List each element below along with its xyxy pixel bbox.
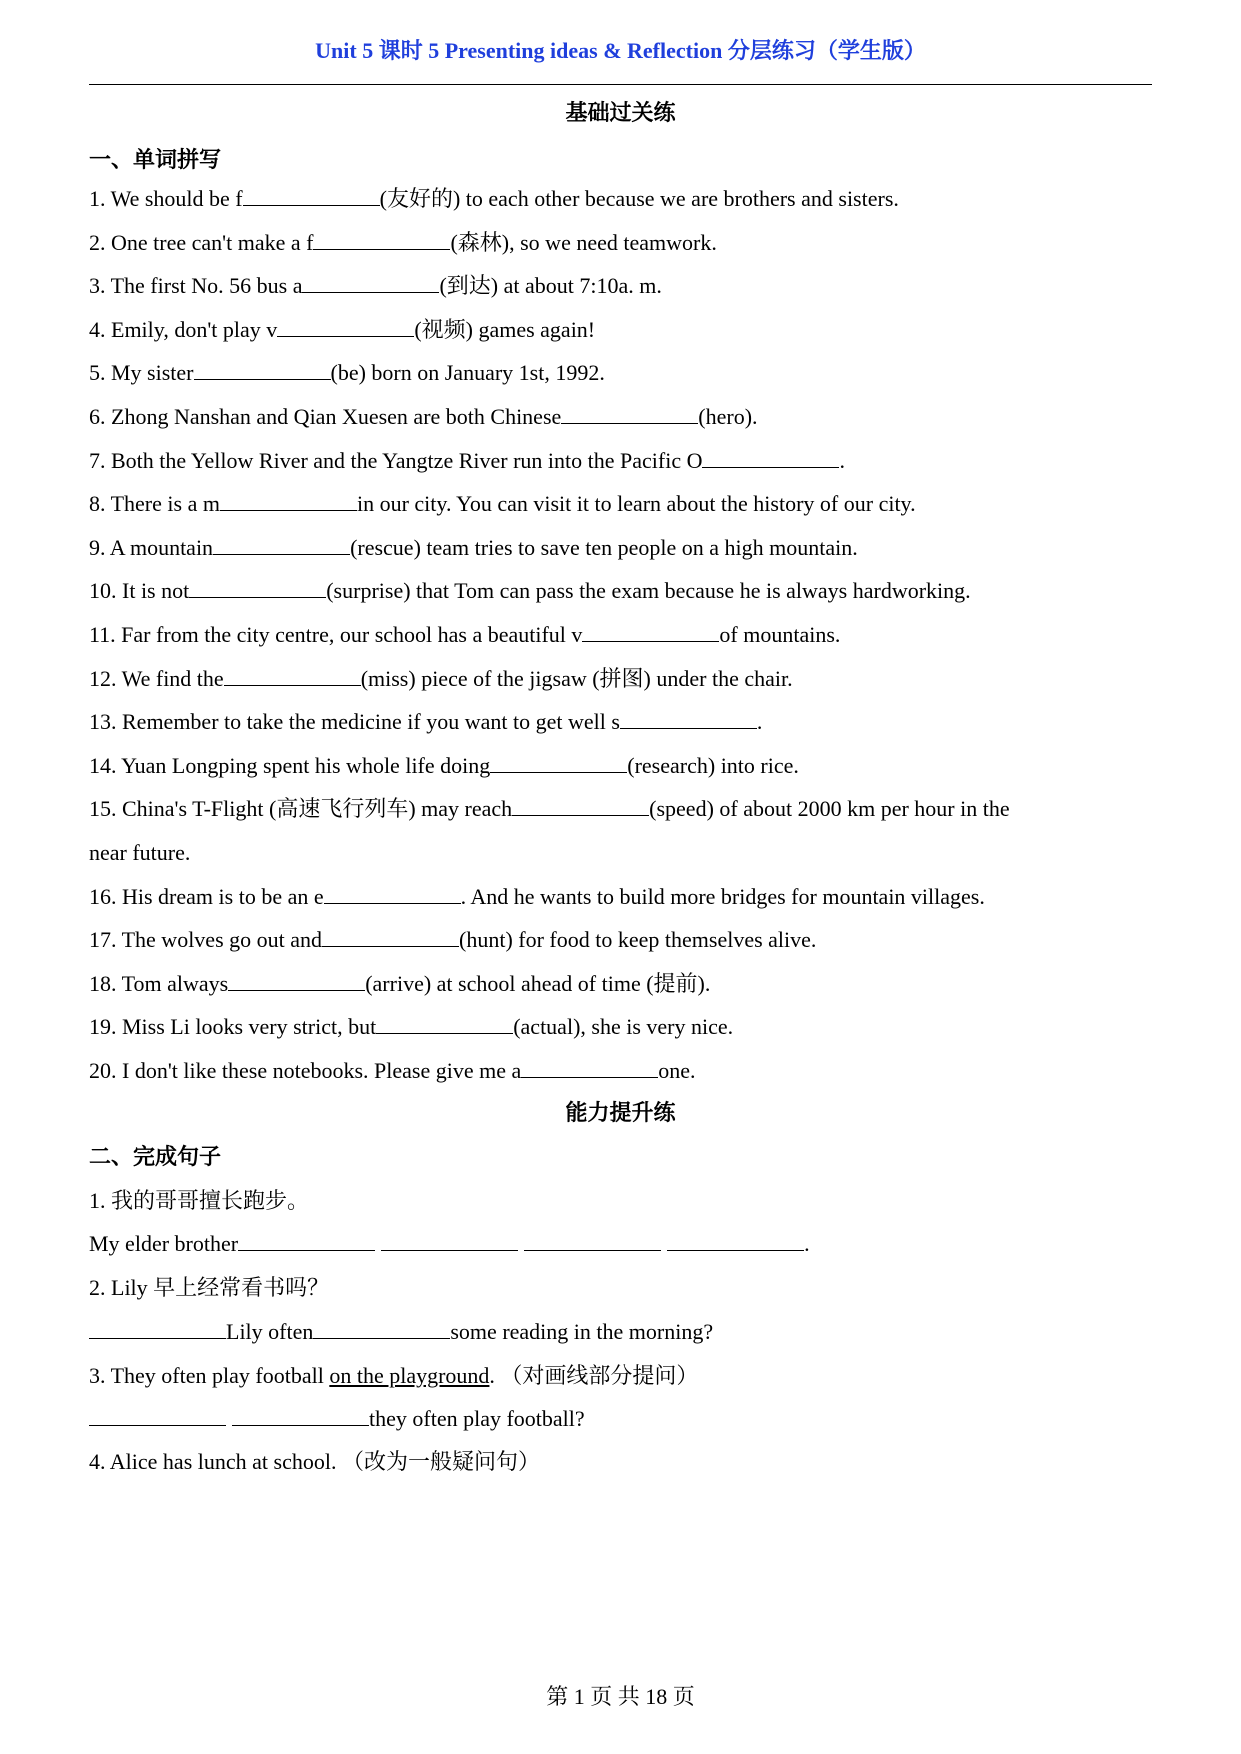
spelling-item [89, 402, 758, 432]
answer-blank[interactable] [490, 752, 627, 773]
page-footer: 第 1 页 共 18 页 [546, 1684, 695, 1709]
item-text-pre: 9. A mountain [89, 535, 214, 560]
answer-blank[interactable] [512, 795, 649, 816]
item-continuation: near future. [89, 840, 191, 865]
spelling-item [89, 576, 971, 606]
spelling-item [89, 228, 717, 258]
item-text-pre: 17. The wolves go out and [89, 927, 323, 952]
q3-answer-line [89, 1404, 585, 1434]
part1-heading: 基础过关练 [565, 100, 676, 125]
item-text-post: in our city. You can visit it to learn about the history of our city. [356, 491, 916, 516]
item-text-post: (到达) at about 7:10a. m. [439, 273, 662, 298]
spelling-item [89, 358, 605, 388]
answer-blank[interactable] [302, 272, 439, 293]
answer-blank[interactable] [220, 490, 357, 511]
item-text-post: (友好的) to each other because we are brothers and sisters. [379, 186, 899, 211]
spelling-item [89, 664, 793, 694]
q2-post: some reading in the morning? [450, 1319, 714, 1344]
answer-blank[interactable] [243, 185, 380, 206]
item-text-pre: 4. Emily, don't play v [89, 317, 278, 342]
q3-prompt [89, 1361, 698, 1391]
item-text-pre: 20. I don't like these notebooks. Please give me a [89, 1058, 522, 1083]
q1-answer-post: . [804, 1231, 810, 1256]
answer-blank[interactable] [521, 1057, 658, 1078]
item-text-post: (arrive) at school ahead of time (提前). [365, 971, 711, 996]
part2-heading: 能力提升练 [565, 1100, 676, 1125]
answer-blank[interactable] [381, 1230, 518, 1251]
answer-blank[interactable] [228, 970, 365, 991]
answer-blank[interactable] [89, 1318, 226, 1339]
q3-answer-post: they often play football? [369, 1406, 585, 1431]
answer-blank[interactable] [702, 447, 839, 468]
item-text-post: (be) born on January 1st, 1992. [330, 360, 605, 385]
q1-answer-pre: My elder brother [89, 1231, 239, 1256]
item-text-post: (research) into rice. [627, 753, 799, 778]
item-text-post: (miss) piece of the jigsaw (拼图) under the chair. [360, 666, 793, 691]
q1-prompt: 1. 我的哥哥擅长跑步。 [89, 1188, 310, 1213]
spelling-item [89, 969, 710, 999]
q3-underlined: on the playground [329, 1363, 490, 1388]
q2-answer-line [89, 1317, 713, 1347]
q3-post: . （对画线部分提问） [489, 1363, 699, 1388]
spelling-item [89, 751, 799, 781]
item-text-post: (hunt) for food to keep themselves alive. [459, 927, 817, 952]
item-text-post: of mountains. [719, 622, 841, 647]
spelling-item [89, 925, 816, 955]
answer-blank[interactable] [89, 1405, 226, 1426]
answer-blank[interactable] [524, 1230, 661, 1251]
spelling-item [89, 1056, 696, 1086]
item-text-post: . [756, 709, 763, 734]
spelling-item [89, 882, 985, 912]
answer-blank[interactable] [667, 1230, 804, 1251]
page-title: Unit 5 课时 5 Presenting ideas & Reflection 分层练习（学生版） [315, 38, 926, 63]
item-text-post: (surprise) that Tom can pass the exam because he is always hardworking. [326, 578, 971, 603]
item-text-pre: 11. Far from the city centre, our school has a beautiful v [89, 622, 583, 647]
item-text-post: (hero). [698, 404, 758, 429]
answer-blank[interactable] [620, 708, 757, 729]
item-text-pre: 2. One tree can't make a f [89, 230, 314, 255]
answer-blank[interactable] [194, 359, 331, 380]
spelling-item [89, 446, 845, 476]
spelling-item [89, 184, 899, 214]
item-text-pre: 14. Yuan Longping spent his whole life doing [89, 753, 491, 778]
q4-prompt: 4. Alice has lunch at school. （改为一般疑问句） [89, 1449, 540, 1474]
item-text-pre: 1. We should be f [89, 186, 243, 211]
spelling-item [89, 315, 595, 345]
item-text-pre: 16. His dream is to be an e [89, 884, 324, 909]
item-text-pre: 5. My sister [89, 360, 194, 385]
item-text-post: (森林), so we need teamwork. [450, 230, 717, 255]
answer-blank[interactable] [561, 403, 698, 424]
answer-blank[interactable] [238, 1230, 375, 1251]
answer-blank[interactable] [322, 926, 459, 947]
q3-pre: 3. They often play football [89, 1363, 330, 1388]
item-text-pre: 3. The first No. 56 bus a [89, 273, 303, 298]
answer-blank[interactable] [277, 316, 414, 337]
header-divider [89, 84, 1152, 85]
item-text-post: (actual), she is very nice. [513, 1014, 734, 1039]
item-text-pre: 7. Both the Yellow River and the Yangtze River run into the Pacific O [89, 448, 703, 473]
spelling-item [89, 1012, 733, 1042]
answer-blank[interactable] [582, 621, 719, 642]
item-text-pre: 15. China's T-Flight (高速飞行列车) may reach [89, 796, 513, 821]
item-text-pre: 13. Remember to take the medicine if you want to get well s [89, 709, 620, 734]
answer-blank[interactable] [189, 577, 326, 598]
section1-title: 一、单词拼写 [89, 147, 222, 172]
item-text-pre: 18. Tom always [89, 971, 229, 996]
answer-blank[interactable] [224, 665, 361, 686]
item-text-pre: 8. There is a m [89, 491, 220, 516]
spelling-item [89, 794, 1010, 824]
answer-blank[interactable] [232, 1405, 369, 1426]
spelling-item [89, 707, 762, 737]
item-text-post: . [839, 448, 845, 473]
item-text-post: one. [658, 1058, 696, 1083]
item-text-post: (视频) games again! [414, 317, 596, 342]
item-text-post: (speed) of about 2000 km per hour in the [649, 796, 1010, 821]
section2-title: 二、完成句子 [89, 1144, 222, 1169]
item-text-post: (rescue) team tries to save ten people on a high mountain. [350, 535, 858, 560]
q2-mid: Lily often [226, 1319, 314, 1344]
item-text-pre: 12. We find the [89, 666, 224, 691]
answer-blank[interactable] [313, 1318, 450, 1339]
answer-blank[interactable] [313, 229, 450, 250]
item-text-post: . And he wants to build more bridges for mountain villages. [460, 884, 985, 909]
spelling-item [89, 533, 858, 563]
q2-prompt: 2. Lily 早上经常看书吗？ [89, 1275, 330, 1300]
item-text-pre: 19. Miss Li looks very strict, but [89, 1014, 377, 1039]
q1-answer-line [89, 1229, 810, 1259]
answer-blank[interactable] [376, 1013, 513, 1034]
spelling-item [89, 489, 916, 519]
item-text-pre: 10. It is not [89, 578, 190, 603]
answer-blank[interactable] [213, 534, 350, 555]
spelling-item [89, 620, 840, 650]
item-text-pre: 6. Zhong Nanshan and Qian Xuesen are both Chinese [89, 404, 562, 429]
spelling-item [89, 271, 662, 301]
answer-blank[interactable] [324, 883, 461, 904]
